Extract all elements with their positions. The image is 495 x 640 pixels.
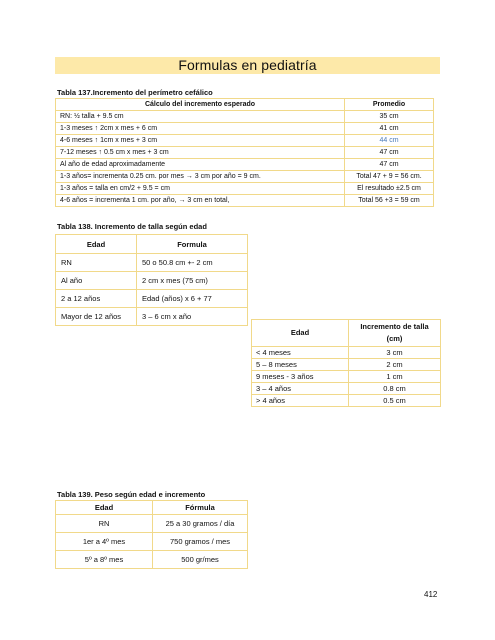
column-header: Cálculo del incremento esperado (56, 99, 345, 111)
table-cell: 1-3 años = talla en cm/2 + 9.5 = cm (56, 183, 345, 195)
table-row (56, 272, 248, 290)
table-cell: 3 – 4 años (252, 383, 349, 395)
title-banner (55, 57, 440, 74)
column-header: Edad (56, 235, 137, 254)
table-cell: Al año (56, 272, 137, 290)
table-cell: RN (56, 254, 137, 272)
table-row (56, 195, 434, 207)
table-cell: 7-12 meses ↑ 0.5 cm x mes + 3 cm (56, 147, 345, 159)
table-cell: 9 meses - 3 años (252, 371, 349, 383)
table-row (56, 308, 248, 326)
table-cell: 5 – 8 meses (252, 359, 349, 371)
table-cell: Edad (años) x 6 + 77 (137, 290, 248, 308)
table-137-caption: Tabla 137.Incremento del perímetro cefálico (57, 88, 213, 97)
table-139-caption: Tabla 139. Peso según edad e incremento (57, 490, 206, 499)
table-row (56, 183, 434, 195)
table-header-row (56, 99, 434, 111)
table-cell: 0.8 cm (349, 383, 441, 395)
table-138-caption: Tabla 138. Incremento de talla según edad (57, 222, 207, 231)
table-cell: 3 – 6 cm x año (137, 308, 248, 326)
table-row (56, 290, 248, 308)
table-cell: 1 cm (349, 371, 441, 383)
column-header: Formula (137, 235, 248, 254)
table-cell: 44 cm (345, 135, 434, 147)
table-cell: Total 47 + 9 = 56 cm. (345, 171, 434, 183)
column-header: Promedio (345, 99, 434, 111)
page-title: Formulas en pediatría (178, 57, 317, 73)
page-number: 412 (424, 590, 438, 599)
table-cell: 47 cm (345, 147, 434, 159)
increment-table (251, 319, 441, 407)
table-row (56, 171, 434, 183)
table-row (56, 159, 434, 171)
table-cell: RN: ½ talla + 9.5 cm (56, 111, 345, 123)
table-cell: 1-3 meses ↑ 2cm x mes + 6 cm (56, 123, 345, 135)
table-cell: El resultado ±2.5 cm (345, 183, 434, 195)
table-cell: 2 cm x mes (75 cm) (137, 272, 248, 290)
table-cell: < 4 meses (252, 347, 349, 359)
column-header: Edad (56, 501, 153, 515)
table-cell: 4-6 meses ↑ 1cm x mes + 3 cm (56, 135, 345, 147)
table-cell: 750 gramos / mes (153, 533, 248, 551)
table-cell: 41 cm (345, 123, 434, 135)
table-cell: 2 a 12 años (56, 290, 137, 308)
table-cell: 47 cm (345, 159, 434, 171)
table-row (252, 395, 441, 407)
table-138 (55, 234, 248, 326)
column-header: Edad (252, 320, 349, 347)
table-row (252, 359, 441, 371)
table-row (252, 383, 441, 395)
table-cell: > 4 años (252, 395, 349, 407)
table-cell: RN (56, 515, 153, 533)
table-row (56, 533, 248, 551)
table-row (56, 147, 434, 159)
table-row (56, 111, 434, 123)
table-cell: 1er a 4º mes (56, 533, 153, 551)
column-header: Incremento de talla (cm) (349, 320, 441, 347)
table-cell: 500 gr/mes (153, 551, 248, 569)
table-cell: 25 a 30 gramos / día (153, 515, 248, 533)
table-row (56, 515, 248, 533)
table-row (56, 551, 248, 569)
table-row (56, 123, 434, 135)
table-header-row (252, 320, 441, 347)
table-137 (55, 98, 434, 207)
table-row (252, 347, 441, 359)
table-cell: 1-3 años= incrementa 0.25 cm. por mes → 3 cm por año = 9 cm. (56, 171, 345, 183)
table-header-row (56, 235, 248, 254)
table-139 (55, 500, 248, 569)
table-cell: 2 cm (349, 359, 441, 371)
table-row (56, 254, 248, 272)
table-cell: 5º a 8º mes (56, 551, 153, 569)
table-cell: 4-6 años = incrementa 1 cm. por año, → 3 cm en total, (56, 195, 345, 207)
table-row (56, 135, 434, 147)
column-header: Fórmula (153, 501, 248, 515)
table-cell: 50 o 50.8 cm +- 2 cm (137, 254, 248, 272)
table-cell: 0.5 cm (349, 395, 441, 407)
table-cell: Mayor de 12 años (56, 308, 137, 326)
table-header-row (56, 501, 248, 515)
table-cell: Total 56 +3 = 59 cm (345, 195, 434, 207)
table-cell: Al año de edad aproximadamente (56, 159, 345, 171)
table-cell: 3 cm (349, 347, 441, 359)
table-cell: 35 cm (345, 111, 434, 123)
table-row (252, 371, 441, 383)
